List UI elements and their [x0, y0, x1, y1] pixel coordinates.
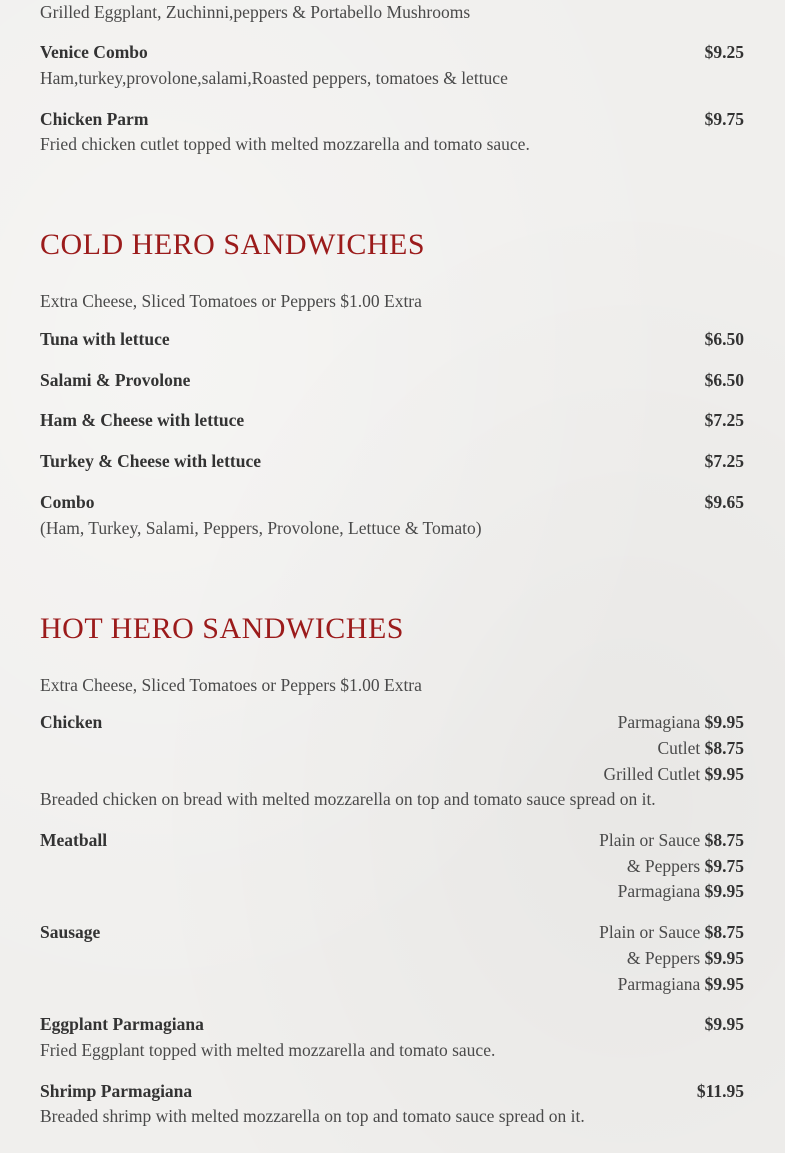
option-price: $8.75	[704, 738, 744, 758]
hot-hero-note: Extra Cheese, Sliced Tomatoes or Peppers $1.00 Extra	[40, 675, 422, 695]
option-price: $9.75	[704, 856, 744, 876]
cold-hero-heading: COLD HERO SANDWICHES	[40, 228, 425, 261]
meatball-option-plain	[599, 830, 744, 851]
item-name-meatball: Meatball	[40, 830, 108, 850]
sausage-option-peppers	[627, 948, 744, 969]
option-label: & Peppers	[626, 856, 701, 876]
item-name-chicken: Chicken	[40, 712, 103, 732]
option-label: Cutlet	[657, 738, 701, 758]
cold-hero-note: Extra Cheese, Sliced Tomatoes or Peppers $1.00 Extra	[40, 291, 422, 311]
item-name-salami-provolone: Salami & Provolone	[40, 370, 191, 390]
hot-hero-heading: HOT HERO SANDWICHES	[40, 612, 404, 645]
item-price-ham-cheese: $7.25	[704, 410, 744, 430]
item-name-shrimp: Shrimp Parmagiana	[40, 1081, 193, 1101]
option-price: $9.95	[704, 881, 744, 901]
item-desc-chicken: Breaded chicken on bread with melted mozzarella on top and tomato sauce spread on it.	[40, 789, 656, 809]
sausage-option-parmagiana	[618, 974, 744, 995]
item-desc-shrimp: Breaded shrimp with melted mozzarella on top and tomato sauce spread on it.	[40, 1106, 585, 1126]
item-name-chicken-parm: Chicken Parm	[40, 109, 149, 129]
option-label: Parmagiana	[617, 881, 701, 901]
item-price-chicken-parm: $9.75	[704, 109, 744, 129]
intro-description: Grilled Eggplant, Zuchinni,peppers & Portabello Mushrooms	[40, 2, 471, 22]
option-label: Plain or Sauce	[599, 922, 701, 942]
item-name-combo: Combo	[40, 492, 95, 512]
item-desc-chicken-parm: Fried chicken cutlet topped with melted mozzarella and tomato sauce.	[40, 134, 530, 154]
item-desc-venice-combo: Ham,turkey,provolone,salami,Roasted peppers, tomatoes & lettuce	[40, 68, 508, 88]
item-price-eggplant: $9.95	[704, 1014, 744, 1034]
meatball-option-peppers	[627, 856, 744, 877]
option-label: Parmagiana	[617, 712, 701, 732]
item-name-ham-cheese: Ham & Cheese with lettuce	[40, 410, 245, 430]
item-price-shrimp: $11.95	[696, 1081, 744, 1101]
chicken-option-grilled-cutlet	[604, 764, 744, 785]
item-price-salami-provolone: $6.50	[704, 370, 744, 390]
option-label: Plain or Sauce	[599, 830, 701, 850]
meatball-option-parmagiana	[618, 881, 744, 902]
item-price-turkey-cheese: $7.25	[704, 451, 744, 471]
item-price-tuna: $6.50	[704, 329, 744, 349]
item-name-eggplant: Eggplant Parmagiana	[40, 1014, 204, 1034]
sausage-option-plain	[599, 922, 744, 943]
item-desc-eggplant: Fried Eggplant topped with melted mozzarella and tomato sauce.	[40, 1040, 496, 1060]
option-label: Parmagiana	[617, 974, 701, 994]
option-price: $9.95	[704, 948, 744, 968]
item-price-venice-combo: $9.25	[704, 42, 744, 62]
chicken-option-parmagiana	[618, 712, 744, 733]
item-name-venice-combo: Venice Combo	[40, 42, 148, 62]
item-price-combo: $9.65	[704, 492, 744, 512]
option-price: $8.75	[704, 922, 744, 942]
option-price: $9.95	[704, 712, 744, 732]
option-price: $9.95	[704, 974, 744, 994]
option-label: Grilled Cutlet	[603, 764, 701, 784]
option-label: & Peppers	[626, 948, 701, 968]
item-desc-combo: (Ham, Turkey, Salami, Peppers, Provolone, Lettuce & Tomato)	[40, 518, 482, 538]
option-price: $9.95	[704, 764, 744, 784]
item-name-tuna: Tuna with lettuce	[40, 329, 170, 349]
chicken-option-cutlet	[657, 738, 744, 759]
option-price: $8.75	[704, 830, 744, 850]
item-name-sausage: Sausage	[40, 922, 101, 942]
item-name-turkey-cheese: Turkey & Cheese with lettuce	[40, 451, 261, 471]
